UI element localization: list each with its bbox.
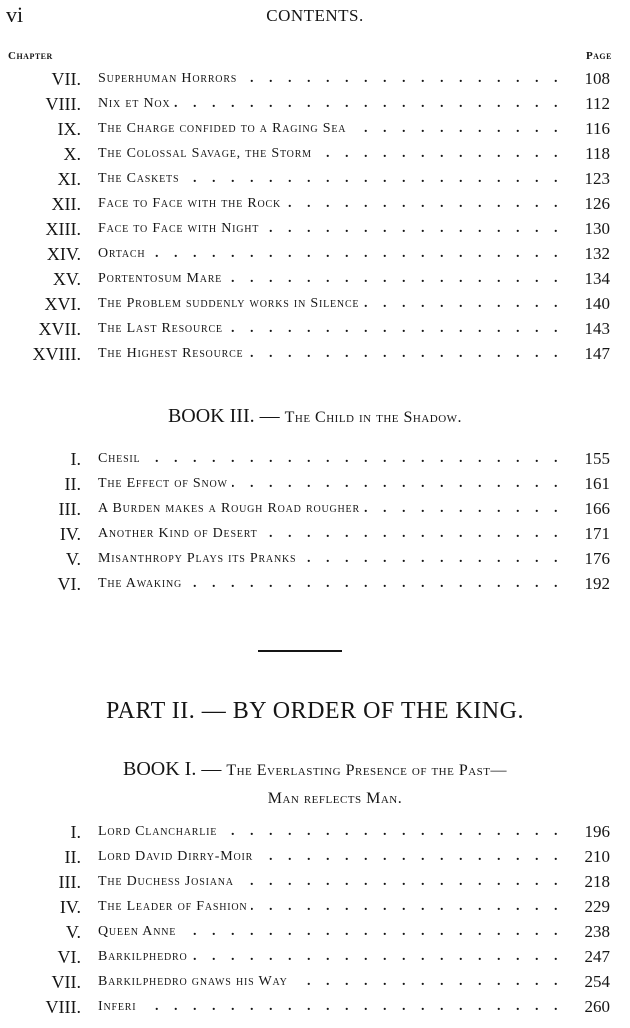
- book-one-heading-continued: [20, 786, 630, 809]
- chapter-title-leader: [98, 999, 572, 1015]
- chapter-title: Nix et Nox: [98, 96, 174, 111]
- chapter-number: X.: [63, 144, 81, 164]
- chapter-title-leader: [98, 96, 572, 112]
- toc-entry: [0, 946, 630, 971]
- contents-list-book-2: [0, 68, 630, 368]
- chapter-title: Superhuman Horrors: [98, 71, 241, 86]
- toc-entry: [0, 896, 630, 921]
- chapter-number: VI.: [57, 947, 81, 967]
- chapter-number: VII.: [51, 972, 81, 992]
- running-header: [0, 2, 630, 32]
- chapter-column-label: Chapter: [8, 50, 53, 62]
- toc-entry: [0, 168, 630, 193]
- page-number: 176: [584, 549, 610, 568]
- chapter-title-leader: [98, 196, 572, 212]
- book-one-title-line1: The Everlasting Presence of the Past—: [226, 762, 508, 779]
- page-number: 118: [585, 144, 610, 163]
- chapter-title-leader: [98, 121, 572, 137]
- column-labels: [0, 50, 630, 66]
- chapter-title: Barkilphedro gnaws his Way: [98, 974, 292, 989]
- book-one-heading: [0, 758, 630, 781]
- page-number: 218: [584, 872, 610, 891]
- toc-entry: [0, 821, 630, 846]
- chapter-title-leader: [98, 551, 572, 567]
- toc-entry: [0, 193, 630, 218]
- chapter-number: IV.: [59, 524, 81, 544]
- chapter-title: The Awaking: [98, 576, 186, 591]
- chapter-title-leader: [98, 501, 572, 517]
- page-number: 140: [584, 294, 610, 313]
- chapter-number: XI.: [57, 169, 81, 189]
- chapter-number: I.: [70, 822, 81, 842]
- chapter-number: XVIII.: [32, 344, 81, 364]
- chapter-number: V.: [65, 922, 81, 942]
- page-number: 116: [585, 119, 610, 138]
- chapter-title: The Duchess Josiana: [98, 874, 238, 889]
- chapter-title-leader: [98, 246, 572, 262]
- chapter-number: V.: [65, 549, 81, 569]
- toc-entry: [0, 846, 630, 871]
- page-number: 210: [584, 847, 610, 866]
- toc-entry: [0, 921, 630, 946]
- chapter-title: The Caskets: [98, 171, 183, 186]
- page-number: 155: [584, 449, 610, 468]
- page-number: 112: [585, 94, 610, 113]
- page-number: 196: [584, 822, 610, 841]
- toc-entry: [0, 971, 630, 996]
- chapter-title-leader: [98, 576, 572, 592]
- toc-entry: [0, 93, 630, 118]
- page-number: 132: [584, 244, 610, 263]
- page-number: 260: [584, 997, 610, 1016]
- chapter-title-leader: [98, 71, 572, 87]
- chapter-title-leader: [98, 296, 572, 312]
- chapter-title-leader: [98, 171, 572, 187]
- toc-entry: [0, 268, 630, 293]
- toc-entry: [0, 573, 630, 598]
- chapter-number: VIII.: [45, 94, 81, 114]
- page-number: 108: [584, 69, 610, 88]
- chapter-title: Portentosum Mare: [98, 271, 226, 286]
- chapter-title: The Leader of Fashion: [98, 899, 251, 914]
- toc-entry: [0, 343, 630, 368]
- chapter-number: IX.: [57, 119, 81, 139]
- chapter-number: XVII.: [38, 319, 81, 339]
- chapter-number: XV.: [52, 269, 81, 289]
- chapter-number: III.: [58, 499, 81, 519]
- toc-entry: [0, 996, 630, 1021]
- chapter-number: VI.: [57, 574, 81, 594]
- chapter-number: I.: [70, 449, 81, 469]
- chapter-title-leader: [98, 824, 572, 840]
- page-number: 254: [584, 972, 610, 991]
- page-number: 147: [584, 344, 610, 363]
- chapter-title-leader: [98, 899, 572, 915]
- chapter-number: XII.: [51, 194, 81, 214]
- chapter-title: The Last Resource: [98, 321, 227, 336]
- page-number: 229: [584, 897, 610, 916]
- book-three-prefix: BOOK III. —: [167, 405, 280, 427]
- page-number: 126: [584, 194, 610, 213]
- chapter-title: Lord David Dirry-Moir: [98, 849, 257, 864]
- chapter-title-leader: [98, 271, 572, 287]
- chapter-title: Face to Face with the Rock: [98, 196, 285, 211]
- page-number: 123: [584, 169, 610, 188]
- chapter-title: A Burden makes a Rough Road rougher: [98, 501, 364, 516]
- toc-entry: [0, 218, 630, 243]
- chapter-title-leader: [98, 321, 572, 337]
- chapter-title-leader: [98, 849, 572, 865]
- page-number: 171: [584, 524, 610, 543]
- chapter-title: Misanthropy Plays its Pranks: [98, 551, 300, 566]
- contents-list-part-2-book-1: [0, 821, 630, 1021]
- chapter-title: The Highest Resource: [98, 346, 247, 361]
- toc-entry: [0, 143, 630, 168]
- chapter-title-leader: [98, 221, 572, 237]
- section-divider: [258, 650, 342, 652]
- page-number: 134: [584, 269, 610, 288]
- chapter-title: Face to Face with Night: [98, 221, 263, 236]
- chapter-title-leader: [98, 924, 572, 940]
- chapter-title-leader: [98, 974, 572, 990]
- chapter-title-leader: [98, 874, 572, 890]
- toc-entry: [0, 871, 630, 896]
- chapter-number: III.: [58, 872, 81, 892]
- chapter-title: Chesil: [98, 451, 144, 466]
- chapter-title-leader: [98, 526, 572, 542]
- toc-entry: [0, 498, 630, 523]
- chapter-title-leader: [98, 476, 572, 492]
- chapter-title-leader: [98, 146, 572, 162]
- chapter-title: Another Kind of Desert: [98, 526, 262, 541]
- chapter-title-leader: [98, 346, 572, 362]
- toc-entry: [0, 293, 630, 318]
- chapter-title-leader: [98, 451, 572, 467]
- chapter-title: The Charge confided to a Raging Sea: [98, 121, 350, 136]
- toc-entry: [0, 523, 630, 548]
- page-number: 166: [584, 499, 610, 518]
- chapter-number: VII.: [51, 69, 81, 89]
- chapter-title: The Problem suddenly works in Silence: [98, 296, 363, 311]
- chapter-title: The Colossal Savage, the Storm: [98, 146, 316, 161]
- page-number: 161: [584, 474, 610, 493]
- toc-entry: [0, 448, 630, 473]
- book-three-title: The Child in the Shadow.: [284, 409, 463, 426]
- toc-entry: [0, 243, 630, 268]
- contents-list-book-3: [0, 448, 630, 598]
- page-column-label: Page: [585, 50, 612, 62]
- chapter-title: Ortach: [98, 246, 149, 261]
- running-title: CONTENTS.: [266, 6, 364, 25]
- chapter-number: XIV.: [46, 244, 81, 264]
- book-three-heading: [0, 405, 630, 428]
- book-one-title-line2: Man reflects Man.: [267, 790, 403, 807]
- page-folio: vi: [6, 2, 24, 27]
- chapter-title: Inferi: [98, 999, 140, 1014]
- chapter-number: XVI.: [44, 294, 81, 314]
- chapter-number: XIII.: [45, 219, 81, 239]
- toc-entry: [0, 473, 630, 498]
- chapter-number: IV.: [59, 897, 81, 917]
- page-number: 247: [584, 947, 610, 966]
- chapter-number: II.: [64, 847, 81, 867]
- page-number: 192: [584, 574, 610, 593]
- page-number: 130: [584, 219, 610, 238]
- page-number: 143: [584, 319, 610, 338]
- toc-entry: [0, 118, 630, 143]
- toc-entry: [0, 68, 630, 93]
- chapter-number: VIII.: [45, 997, 81, 1017]
- chapter-title: Lord Clancharlie: [98, 824, 221, 839]
- chapter-number: II.: [64, 474, 81, 494]
- book-one-prefix: BOOK I. —: [122, 758, 222, 780]
- part-two-heading: PART II. — BY ORDER OF THE KING.: [106, 698, 524, 724]
- page-number: 238: [584, 922, 610, 941]
- chapter-title-leader: [98, 949, 572, 965]
- chapter-title: Barkilphedro: [98, 949, 192, 964]
- chapter-title: Queen Anne: [98, 924, 180, 939]
- chapter-title: The Effect of Snow: [98, 476, 232, 491]
- toc-entry: [0, 548, 630, 573]
- toc-entry: [0, 318, 630, 343]
